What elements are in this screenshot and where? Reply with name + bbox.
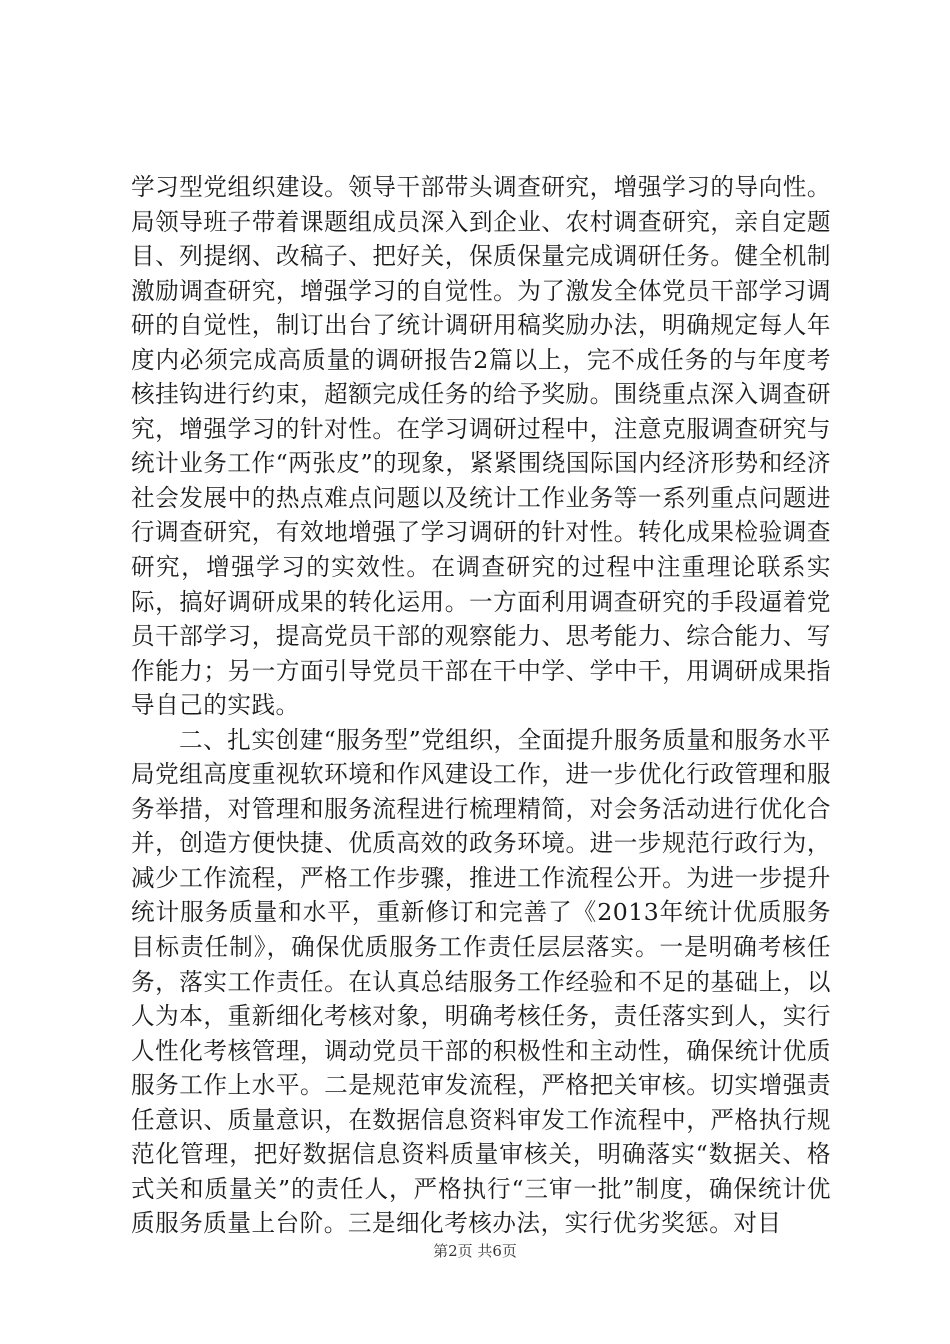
- paragraph-2: 二、扎实创建“服务型”党组织，全面提升服务质量和服务水平局党组高度重视软环境和作风建设工作，进一步优化行政管理和服务举措，对管理和服务流程进行梳理精简，对会务活动进行优化合并，创造方便快捷、优质高效的政务环境。进一步规范行政行为，减少工作流程，严格工作步骤，推进工作流程公开。为进一步提升统计服务质量和水平，重新修订和完善了《2013年统计优质服务目标责任制》，确保优质服务工作责任层层落实。一是明确考核任务，落实工作责任。在认真总结服务工作经验和不足的基础上，以人为本，重新细化考核对象，明确考核任务，责任落实到人，实行人性化考核管理，调动党员干部的积极性和主动性，确保统计优质服务工作上水平。二是规范审发流程，严格把关审核。切实增强责任意识、质量意识，在数据信息资料审发工作流程中，严格执行规范化管理，把好数据信息资料质量审核关，明确落实“数据关、格式关和质量关”的责任人，严格执行“三审一批”制度，确保统计优质服务质量上台阶。三是细化考核办法，实行优劣奖惩。对目: [131, 725, 831, 1238]
- document-body: [131, 170, 831, 1241]
- page-number-footer: 第2页 共6页: [433, 1242, 517, 1260]
- paragraph-1: 学习型党组织建设。领导干部带头调查研究，增强学习的导向性。局领导班子带着课题组成员深入到企业、农村调查研究，亲自定题目、列提纲、改稿子、把好关，保质保量完成调研任务。健全机制激励调查研究，增强学习的自觉性。为了激发全体党员干部学习调研的自觉性，制订出台了统计调研用稿奖励办法，明确规定每人年度内必须完成高质量的调研报告2篇以上，完不成任务的与年度考核挂钩进行约束，超额完成任务的给予奖励。围绕重点深入调查研究，增强学习的针对性。在学习调研过程中，注意克服调查研究与统计业务工作“两张皮”的现象，紧紧围绕国际国内经济形势和经济社会发展中的热点难点问题以及统计工作业务等一系列重点问题进行调查研究，有效地增强了学习调研的针对性。转化成果检验调查研究，增强学习的实效性。在调查研究的过程中注重理论联系实际，搞好调研成果的转化运用。一方面利用调查研究的手段逼着党员干部学习，提高党员干部的观察能力、思考能力、综合能力、写作能力；另一方面引导党员干部在干中学、学中干，用调研成果指导自己的实践。: [131, 173, 831, 720]
